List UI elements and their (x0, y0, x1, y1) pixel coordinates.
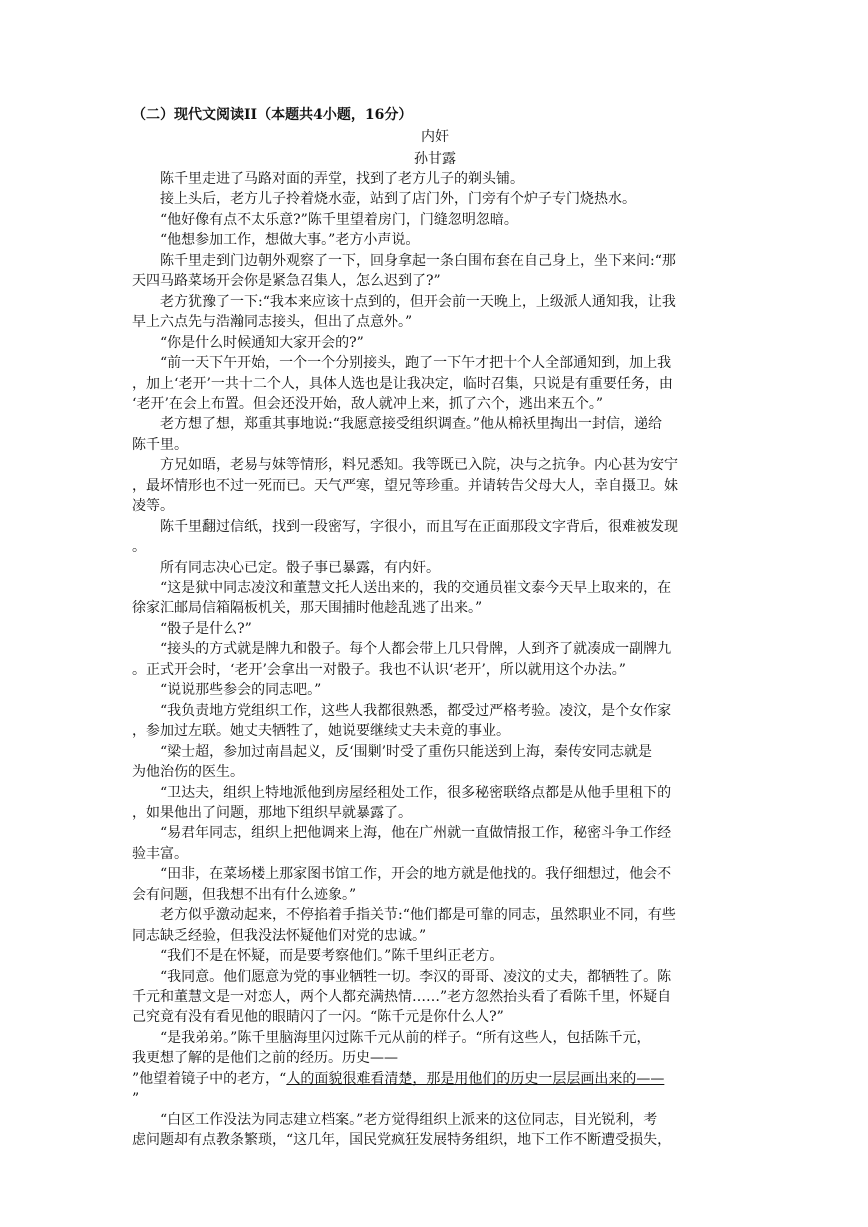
text-line-content: 老方想了想，郑重其事地说:“我愿意接受组织调查。”他从棉袄里掏出一封信，递给 (160, 416, 663, 433)
text-line (132, 761, 244, 783)
text-line-content: ，参加过左联。她丈夫牺牲了，她说要继续丈夫未竟的事业。 (132, 723, 510, 740)
text-line (132, 802, 412, 824)
text-line (132, 1068, 664, 1090)
text-line-content: 我更想了解的是他们之前的经历。历史—— (132, 1050, 398, 1067)
text-line (160, 679, 321, 701)
text-line (160, 822, 671, 844)
text-line-content: “你是什么时候通知大家开会的?” (160, 334, 364, 351)
text-line (132, 720, 510, 742)
text-line-content: 接上头后，老方儿子拎着烧水壶，站到了店门外，门旁有个炉子专门烧热水。 (160, 191, 636, 208)
text-line (132, 659, 626, 681)
text-line-content: 老方似乎激动起来，不停掐着手指关节:“他们都是可靠的同志，虽然职业不同，有些 (160, 907, 676, 924)
text-line (160, 454, 678, 476)
text-line-content: “我负责地方党组织工作，这些人我都很熟悉，都受过严格考验。凌汶，是个女作家 (160, 702, 672, 719)
text-line-content: 同志缺乏经验，但我没法怀疑他们对党的忠诚。” (132, 927, 427, 944)
text-line-content: “白区工作没法为同志建立档案。”老方觉得组织上派来的这位同志，目光锐利，考 (160, 1111, 658, 1128)
text-line-content: “田非，在菜场楼上那家图书馆工作，开会的地方就是他找的。我仔细想过，他会不 (160, 866, 672, 883)
text-line-content: “骰子是什么?” (160, 620, 252, 637)
text-line-content: 。正式开会时，‘老开’会拿出一对骰子。我也不认识‘老开’，所以就用这个办法。” (132, 661, 626, 678)
text-line (132, 925, 426, 947)
text-line (160, 352, 671, 374)
text-line-content: “这是狱中同志凌汶和董慧文托人送出来的，我的交通员崔文泰今天早上取来的，在 (160, 580, 672, 596)
text-line (132, 597, 482, 619)
text-line (160, 168, 524, 190)
text-line-content: 早上六点先与浩瀚同志接头，但出了点意外。” (132, 314, 413, 331)
text-line (132, 475, 678, 497)
text-line-content: 会有问题，但我想不出有什么迹象。” (132, 886, 357, 903)
text-line-content: 虑问题却有点教条繁琐，“这几年，国民党疯狂发展特务组织，地下工作不断遭受损失， (132, 1132, 672, 1149)
text-line (132, 986, 671, 1008)
section-heading: （二）现代文阅读II（本题共4小题，16分） (132, 107, 413, 123)
text-line-content: ” (132, 1091, 140, 1108)
text-line-content: 千元和董慧文是一对恋人，两个人都充满热情……”老方忽然抬头看了看陈千里，怀疑自 (132, 989, 672, 1005)
text-line-content: “梁士超，参加过南昌起义，反‘围剿’时受了重伤只能送到上海，秦传安同志就是 (160, 743, 653, 760)
text-line-content: “接头的方式就是牌九和骰子。每个人都会带上几只骨牌，人到齐了就凑成一副牌九 (160, 641, 672, 658)
text-line-content: 验丰富。 (132, 845, 188, 862)
text-line (132, 434, 188, 456)
text-line (160, 863, 671, 885)
text-line (160, 250, 676, 272)
text-line (132, 270, 441, 292)
text-line-content: “他想参加工作，想做大事。”老方小声说。 (160, 232, 420, 249)
text-line-content: ，如果他出了问题，那地下组织早就暴露了。 (132, 804, 412, 821)
text-line (160, 577, 671, 599)
text-line-content: 陈千里走到门边朝外观察了一下，回身拿起一条白围布套在自己身上，坐下来问:“那 (160, 252, 676, 269)
text-line-content: 所有同志决心已定。骰子事已暴露，有内奸。 (160, 559, 440, 576)
text-line (160, 904, 676, 926)
text-line-content: 。 (132, 539, 146, 556)
text-line (160, 966, 671, 988)
text-line-content: “我们不是在怀疑，而是要考察他们。”陈千里纠正老方。 (160, 948, 504, 965)
text-line-content: “易君年同志，组织上把他调来上海，他在广州就一直做情报工作，秘密斗争工作经 (160, 825, 672, 842)
text-line-content: 为他治伤的医生。 (132, 764, 244, 781)
text-line-content: ‘老开’在会上布置。但会还没开始，敌人就冲上来，抓了六个，逃出来五个。” (132, 395, 604, 412)
article-title: 内奸 (421, 129, 449, 145)
text-line (132, 536, 146, 558)
text-line (132, 1047, 398, 1069)
text-line (132, 1088, 139, 1110)
text-line (160, 229, 419, 251)
text-line-content: 陈千里。 (132, 436, 188, 453)
underlined-phrase: 人的面貌很难看清楚，那是用他们的历史一层层画出来的—— (286, 1070, 665, 1087)
text-line (132, 311, 412, 333)
text-line (160, 1027, 650, 1049)
article-author: 孙甘露 (414, 151, 456, 167)
text-line (132, 373, 673, 395)
text-line-content: “我同意。他们愿意为党的事业牺牲一切。李汉的哥哥、凌汶的丈夫，都牺牲了。陈 (160, 968, 672, 985)
text-line-content: 己究竟有没有看见他的眼睛闪了一闪。“陈千元是你什么人?” (132, 1009, 504, 1026)
text-line-content: 方兄如晤，老易与妹等情形，料兄悉知。我等既已入院，决与之抗争。内心甚为安宁 (160, 457, 678, 474)
text-line (160, 209, 518, 231)
text-line (160, 618, 252, 640)
text-line (160, 188, 636, 210)
text-line (160, 516, 678, 538)
text-line (160, 638, 671, 660)
text-line (160, 557, 440, 579)
text-line (132, 393, 603, 415)
text-line (160, 700, 671, 722)
text-line-content: ，加上‘老开’一共十二个人，具体人选也是让我决定，临时召集，只说是有重要任务，由 (132, 375, 673, 392)
text-line-content: “卫达夫，组织上特地派他到房屋经租处工作，很多秘密联络点都是从他手里租下的 (160, 784, 672, 801)
text-line-content: “前一天下午开始，一个一个分别接头，跑了一下午才把十个人全部通知到，加上我 (160, 355, 672, 372)
text-line (132, 884, 356, 906)
text-line (160, 782, 671, 804)
text-line-content: 天四马路菜场开会你是紧急召集人，怎么迟到了?” (132, 273, 441, 290)
text-line (160, 741, 652, 763)
text-line-content: ，最坏情形也不过一死而已。天气严寒，望兄等珍重。并请转告父母大人，幸自摄卫。妹 (132, 477, 678, 494)
text-line (160, 291, 676, 313)
text-line-content: 陈千里走进了马路对面的弄堂，找到了老方儿子的剃头铺。 (160, 171, 524, 187)
text-line (160, 332, 364, 354)
text-line (132, 1006, 504, 1028)
text-line (160, 945, 503, 967)
text-line-content: 凌等。 (132, 498, 174, 515)
text-line (132, 495, 174, 517)
text-line-content: 徐家汇邮局信箱隔板机关，那天围捕时他趁乱逃了出来。” (132, 600, 483, 617)
text-line-content: “是我弟弟。”陈千里脑海里闪过陈千元从前的样子。“所有这些人，包括陈千元， (160, 1029, 651, 1046)
text-line (160, 413, 662, 435)
text-line (132, 843, 188, 865)
text-line-content: “他好像有点不太乐意?”陈千里望着房门，门缝忽明忽暗。 (160, 211, 518, 228)
text-line-content: ”他望着镜子中的老方，“ (132, 1070, 287, 1087)
text-line (132, 1129, 671, 1151)
text-line-content: 老方犹豫了一下:“我本来应该十点到的，但开会前一天晚上，上级派人通知我，让我 (160, 293, 676, 310)
text-line (160, 1109, 657, 1131)
text-line-content: “说说那些参会的同志吧。” (160, 682, 322, 699)
text-line-content: 陈千里翻过信纸，找到一段密写，字很小，而且写在正面那段文字背后，很难被发现 (160, 518, 678, 535)
